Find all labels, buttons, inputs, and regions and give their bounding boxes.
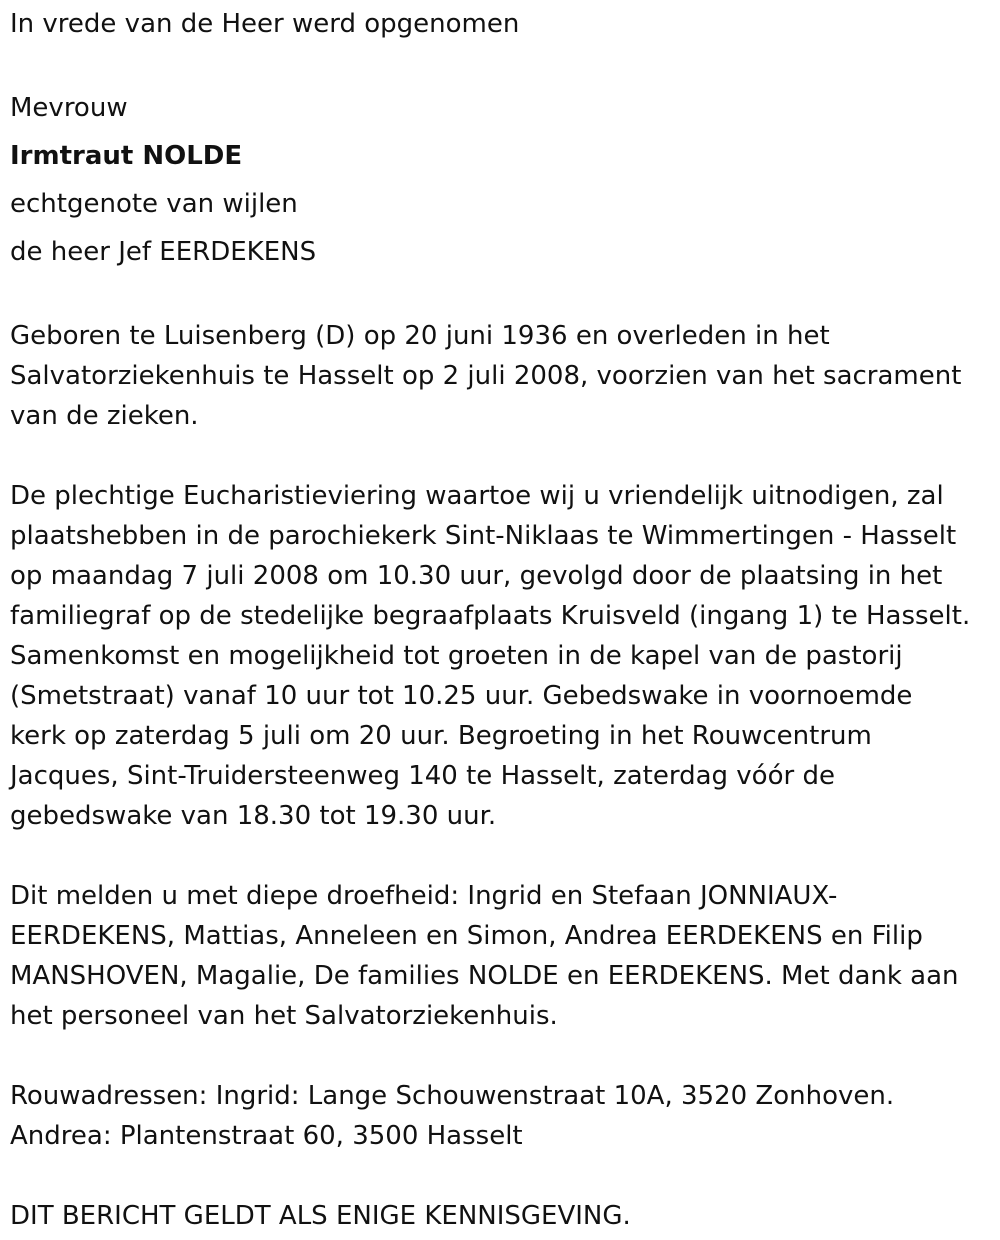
footer-notice: DIT BERICHT GELDT ALS ENIGE KENNISGEVING.: [10, 1201, 631, 1231]
paragraph-line: Jacques, Sint-Truidersteenweg 140 te Hasselt, zaterdag vóór de: [10, 761, 835, 791]
paragraph-line: De plechtige Eucharistieviering waartoe wij u vriendelijk uitnodigen, zal: [10, 481, 944, 511]
obituary-notice: [10, 4, 995, 1236]
paragraph-line: plaatshebben in de parochiekerk Sint-Niklaas te Wimmertingen - Hasselt: [10, 521, 957, 551]
paragraph-line: Dit melden u met diepe droefheid: Ingrid en Stefaan JONNIAUX-: [10, 881, 838, 911]
paragraph-line: het personeel van het Salvatorziekenhuis.: [10, 1001, 558, 1031]
paragraph-line: MANSHOVEN, Magalie, De families NOLDE en EERDEKENS. Met dank aan: [10, 961, 959, 991]
header-text: In vrede van de Heer werd opgenomen: [10, 9, 520, 39]
family-paragraph: [10, 876, 995, 1036]
deceased-name: Irmtraut NOLDE: [10, 141, 243, 171]
paragraph-line: op maandag 7 juli 2008 om 10.30 uur, gevolgd door de plaatsing in het: [10, 561, 943, 591]
paragraph-line: Samenkomst en mogelijkheid tot groeten in de kapel van de pastorij: [10, 641, 903, 671]
paragraph-line: familiegraf op de stedelijke begraafplaats Kruisveld (ingang 1) te Hasselt.: [10, 601, 971, 631]
paragraph-line: gebedswake van 18.30 tot 19.30 uur.: [10, 801, 497, 831]
paragraph-line: van de zieken.: [10, 401, 199, 431]
paragraph-line: Andrea: Plantenstraat 60, 3500 Hasselt: [10, 1121, 523, 1151]
paragraph-line: Geboren te Luisenberg (D) op 20 juni 1936 en overleden in het: [10, 321, 830, 351]
deceased-title: Mevrouw: [10, 93, 128, 123]
ceremony-paragraph: [10, 476, 995, 836]
deceased-spouse: de heer Jef EERDEKENS: [10, 237, 317, 267]
addresses-paragraph: [10, 1076, 995, 1156]
paragraph-line: Salvatorziekenhuis te Hasselt op 2 juli 2008, voorzien van het sacrament: [10, 361, 962, 391]
paragraph-line: kerk op zaterdag 5 juli om 20 uur. Begroeting in het Rouwcentrum: [10, 721, 872, 751]
deceased-block: [10, 84, 995, 276]
paragraph-line: EERDEKENS, Mattias, Anneleen en Simon, Andrea EERDEKENS en Filip: [10, 921, 923, 951]
deceased-relation: echtgenote van wijlen: [10, 189, 298, 219]
birth-death-paragraph: [10, 316, 995, 436]
paragraph-line: (Smetstraat) vanaf 10 uur tot 10.25 uur. Gebedswake in voornoemde: [10, 681, 913, 711]
paragraph-line: Rouwadressen: Ingrid: Lange Schouwenstraat 10A, 3520 Zonhoven.: [10, 1081, 895, 1111]
